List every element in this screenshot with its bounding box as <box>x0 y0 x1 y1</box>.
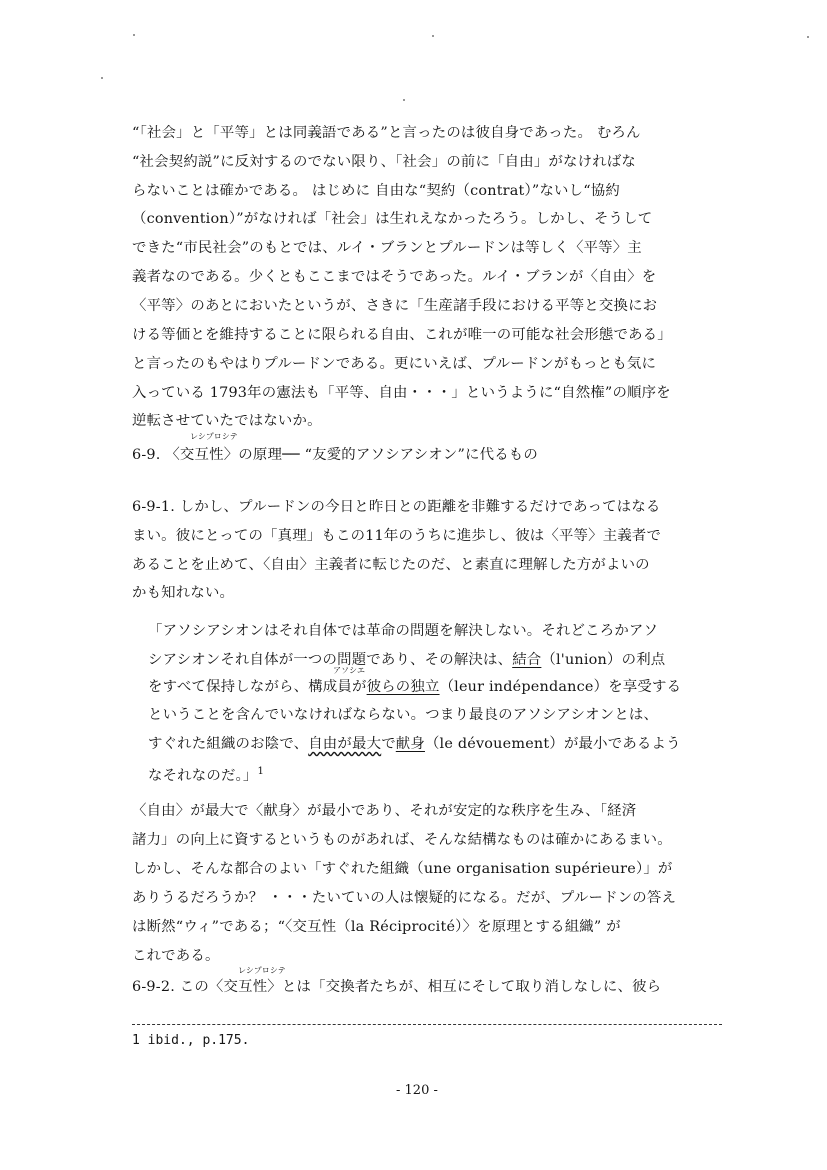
scan-speck <box>101 77 103 79</box>
scan-speck <box>432 35 434 37</box>
footnote-marker[interactable]: 1 <box>257 766 265 777</box>
heading-suffix: 〉の原理── “友愛的アソシアシオン”に代るもの <box>223 447 538 463</box>
para2-line: まい。彼にとっての「真理」もこの11年のうちに進歩し、彼は〈平等〉主義者で <box>132 528 662 544</box>
scan-speck <box>133 34 135 36</box>
page-number: - 120 - <box>396 1083 438 1098</box>
quote-text: （leur indépendance）を享受する <box>439 679 682 695</box>
quote-line <box>148 677 681 697</box>
quote-underlined-devotion: 献身 <box>395 736 425 752</box>
para3-line: 諸力」の向上に資するというものがあれば、そんな結構なものは確かにあるまい。 <box>132 832 672 848</box>
quote-text: で <box>381 736 396 752</box>
para2-line: かも知れない。 <box>132 585 235 601</box>
para3-line: しかし、そんな都合のよい「すぐれた組織（une organisation supérieure）」が <box>132 861 673 877</box>
quote-text: が <box>352 679 367 695</box>
para1-line: らないことは確かである。 はじめに 自由な“契約（contrat）”ないし“協約 <box>132 183 620 199</box>
ruby-associe: アソシエ <box>333 666 365 675</box>
quote-underlined-freedom: 自由が最大 <box>308 736 382 752</box>
para1-line <box>132 152 636 172</box>
quote-line <box>148 734 681 754</box>
ruby-reciprocite: レシプロシテ <box>190 432 238 441</box>
heading-prefix: 6-9-2. この〈 <box>132 979 224 995</box>
quote-underlined-union: 結合 <box>512 652 542 668</box>
para2-line: 6-9-1. しかし、プルードンの今日と昨日との距離を非難するだけであってはなる <box>132 499 661 515</box>
para1-text: “社会契約説”に反対するのでない限り、「社会」の前に「自由」がなければな <box>132 154 636 170</box>
para1-line: （convention）”がなければ「社会」は生れえなかったろう。しかし、そうして <box>132 211 653 227</box>
quote-text: すぐれた組織のお陰で、 <box>148 736 309 752</box>
quote-line <box>148 650 665 670</box>
quote-underlined-independence: 彼らの独立 <box>366 679 440 695</box>
heading-term: 交互性 <box>179 447 224 463</box>
quote-line: ということを含んでいなければならない。つまり最良のアソシアシオンとは、 <box>148 707 659 723</box>
para1-line: できた“市民社会”のもとでは、ルイ・ブランとプルードンは等しく〈平等〉主 <box>132 240 642 256</box>
ruby-reciprocite: レシプロシテ <box>238 966 286 975</box>
section-heading-6-9-2 <box>132 977 661 997</box>
para3-line: は断然“ウィ”である；“〈交互性（la Réciprocité）〉を原理とする組織” が <box>132 919 621 935</box>
quote-text: （le dévouement）が最小であるよう <box>424 736 681 752</box>
section-heading-6-9 <box>132 445 538 465</box>
para3-line: 〈自由〉が最大で〈献身〉が最小であり、それが安定的な秩序を生み、「経済 <box>132 803 637 819</box>
scan-speck <box>807 36 809 38</box>
heading-term: 交互性 <box>223 979 268 995</box>
para1-line: 〈平等〉のあとにおいたというが、さきに「生産諸手段における平等と交換にお <box>132 298 658 314</box>
para1-line: “「社会」と「平等」とは同義語である”と言ったのは彼自身であった。 むろん <box>132 125 641 141</box>
footnote-rule <box>132 1024 722 1025</box>
para1-line: 逆転させていたではないか。 <box>132 413 322 429</box>
para1-line: 入っている 1793年の憲法も「平等、自由・・・」というように“自然権”の順序を <box>132 385 671 401</box>
quote-text: をすべて保持しながら、 <box>148 679 309 695</box>
quote-text: シアシオンそれ自体が一つの問題であり、その解決は、 <box>148 652 513 668</box>
heading-suffix: 〉とは「交換者たちが、相互にそして取り消しなしに、彼ら <box>267 979 662 995</box>
para1-line: 義者なのである。少くともここまではそうであった。ルイ・ブランが〈自由〉を <box>132 269 657 285</box>
para2-line: あることを止めて、〈自由〉主義者に転じたのだ、と素直に理解した方がよいの <box>132 557 650 573</box>
para3-line: これである。 <box>132 948 220 964</box>
quote-line <box>148 762 264 786</box>
quote-text: （l'union）の利点 <box>541 652 666 668</box>
quote-term-members: 構成員 <box>308 679 352 695</box>
heading-prefix: 6-9. 〈 <box>132 447 180 463</box>
para1-line: と言ったのもやはりプルードンである。更にいえば、プルードンがもっとも気に <box>132 356 657 372</box>
quote-line: 「アソシアシオンはそれ自体では革命の問題を解決しない。それどころかアソ <box>148 623 659 639</box>
footnote: 1 ibid., p.175. <box>132 1033 250 1048</box>
para3-line: ありうるだろうか？ ・・・たいていの人は懐疑的になる。だが、プルードンの答え <box>132 890 677 906</box>
para1-line: ける等価とを維持することに限られる自由、これが唯一の可能な社会形態である」 <box>132 327 672 343</box>
scan-speck <box>403 99 405 101</box>
quote-text: なそれなのだ。」 <box>148 767 258 784</box>
